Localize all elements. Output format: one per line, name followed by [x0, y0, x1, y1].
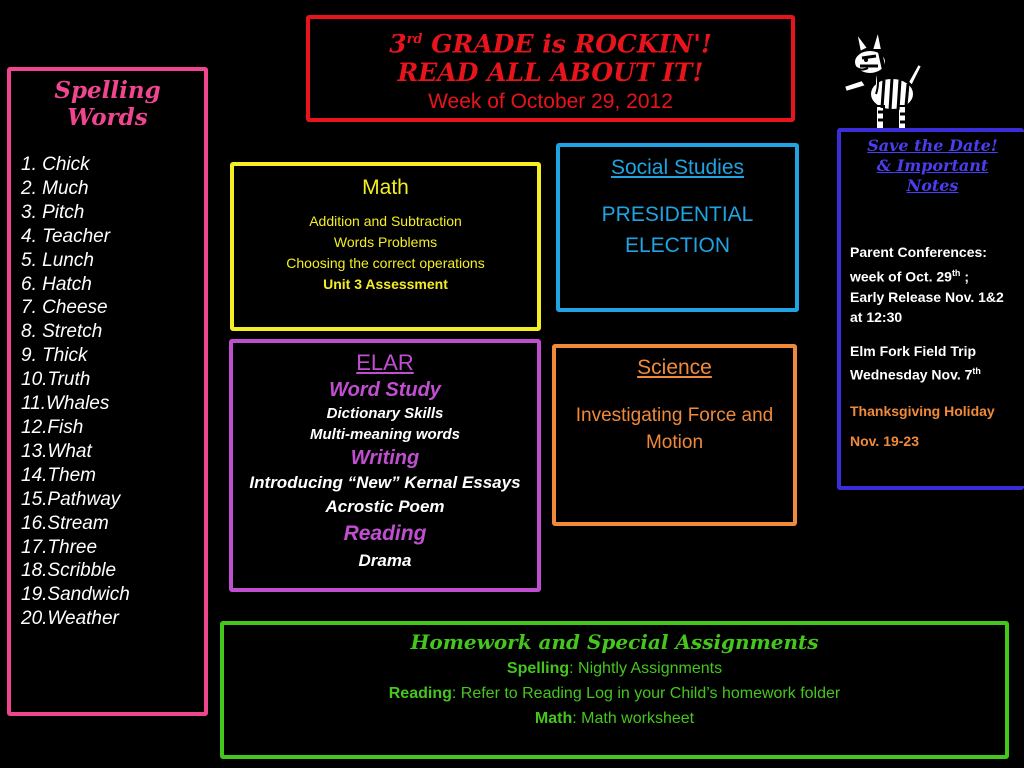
list-item: 15.Pathway: [21, 488, 121, 510]
homework-box: [220, 621, 1009, 759]
math-box: [230, 162, 541, 331]
science-topic: [556, 402, 793, 456]
header-week: Week of October 29, 2012: [428, 90, 673, 114]
spelling-words-box: [7, 67, 208, 716]
science-topic-line1: Investigating Force and: [575, 405, 774, 426]
list-item: 19.Sandwich: [21, 584, 130, 606]
notes-title-line1: Save the Date!: [867, 136, 998, 155]
header-title-number: 3: [389, 29, 407, 59]
social-studies-topic-line2: ELECTION: [624, 234, 731, 257]
elar-writing-heading: Writing: [350, 447, 420, 469]
social-studies-topic-line1: PRESIDENTIAL: [601, 203, 754, 226]
field-trip-line1: Elm Fork Field Trip: [850, 342, 977, 359]
list-item: 5. Lunch: [21, 249, 94, 271]
elar-reading-heading: Reading: [343, 522, 427, 545]
social-studies-topic: [560, 199, 795, 261]
list-item: 20.Weather: [21, 608, 119, 630]
zebra-icon: [832, 22, 924, 134]
homework-title: Homework and Special Assignments: [410, 630, 819, 654]
list-item: 6. Hatch: [21, 273, 92, 295]
header-title-suffix: rd: [406, 32, 423, 47]
list-item: 11.Whales: [21, 393, 110, 415]
list-item: 13.What: [21, 440, 92, 462]
header-box: [306, 15, 795, 122]
list-item: 4. Teacher: [21, 225, 111, 247]
elar-item: Multi-meaning words: [310, 426, 460, 443]
elar-item: Drama: [358, 551, 412, 570]
list-item: 7. Cheese: [21, 297, 108, 319]
holiday-note: Thanksgiving Holiday: [850, 403, 995, 420]
homework-row-spelling: Spelling: Nightly Assignments: [506, 660, 723, 677]
notes-title: [841, 136, 1024, 196]
list-item: 10.Truth: [21, 369, 91, 391]
science-topic-line2: Motion: [645, 432, 704, 453]
list-item: 14.Them: [21, 464, 96, 486]
notes-title-line3: Notes: [906, 176, 959, 195]
homework-row-reading: Reading: Refer to Reading Log in your Child’s homework folder: [388, 685, 841, 702]
math-title: Math: [362, 176, 409, 199]
header-title-text: GRADE is ROCKIN'!: [422, 29, 712, 59]
list-item: 9. Thick: [21, 345, 88, 367]
elar-item: Acrostic Poem: [325, 497, 445, 516]
elar-word-study-heading: Word Study: [329, 379, 441, 401]
science-title: Science: [637, 356, 712, 379]
holiday-dates: Nov. 19-23: [850, 432, 919, 449]
math-line-word-problems: Words Problems: [333, 234, 438, 250]
math-line-assessment: Unit 3 Assessment: [323, 276, 448, 292]
list-item: 18.Scribble: [21, 560, 117, 582]
elar-box: [229, 339, 541, 592]
important-notes-box: [837, 128, 1024, 490]
math-line-operations: Choosing the correct operations: [286, 255, 485, 271]
elar-item: Introducing “New” Kernal Essays: [249, 473, 521, 492]
conferences-line2: week of Oct. 29th ;: [850, 267, 969, 285]
conferences-line3: Early Release Nov. 1&2: [850, 288, 1004, 305]
field-trip-line2: Wednesday Nov. 7th: [850, 366, 981, 383]
conferences-note: [850, 242, 1024, 328]
list-item: 12.Fish: [21, 416, 84, 438]
social-studies-box: [556, 143, 799, 312]
spelling-word-list: [21, 153, 204, 631]
list-item: 16.Stream: [21, 512, 109, 534]
field-trip-note: [850, 341, 1024, 386]
conferences-line1: Parent Conferences:: [850, 244, 987, 260]
conferences-line4: at 12:30: [850, 309, 903, 326]
elar-item: Dictionary Skills: [326, 405, 444, 422]
homework-row-math: Math: Math worksheet: [534, 710, 695, 727]
math-line-addition: Addition and Subtraction: [309, 213, 462, 229]
list-item: 1. Chick: [21, 154, 90, 175]
elar-title: ELAR: [356, 350, 414, 375]
header-title: [310, 25, 791, 58]
notes-title-line2: & Important: [876, 156, 989, 175]
header-subtitle: READ ALL ABOUT IT!: [397, 58, 704, 88]
list-item: 8. Stretch: [21, 321, 103, 343]
list-item: 17.Three: [21, 536, 98, 558]
social-studies-title: Social Studies: [610, 156, 745, 179]
science-box: [552, 344, 797, 526]
list-item: 2. Much: [21, 177, 89, 199]
spelling-title: Spelling Words: [54, 77, 161, 131]
list-item: 3. Pitch: [21, 201, 85, 223]
